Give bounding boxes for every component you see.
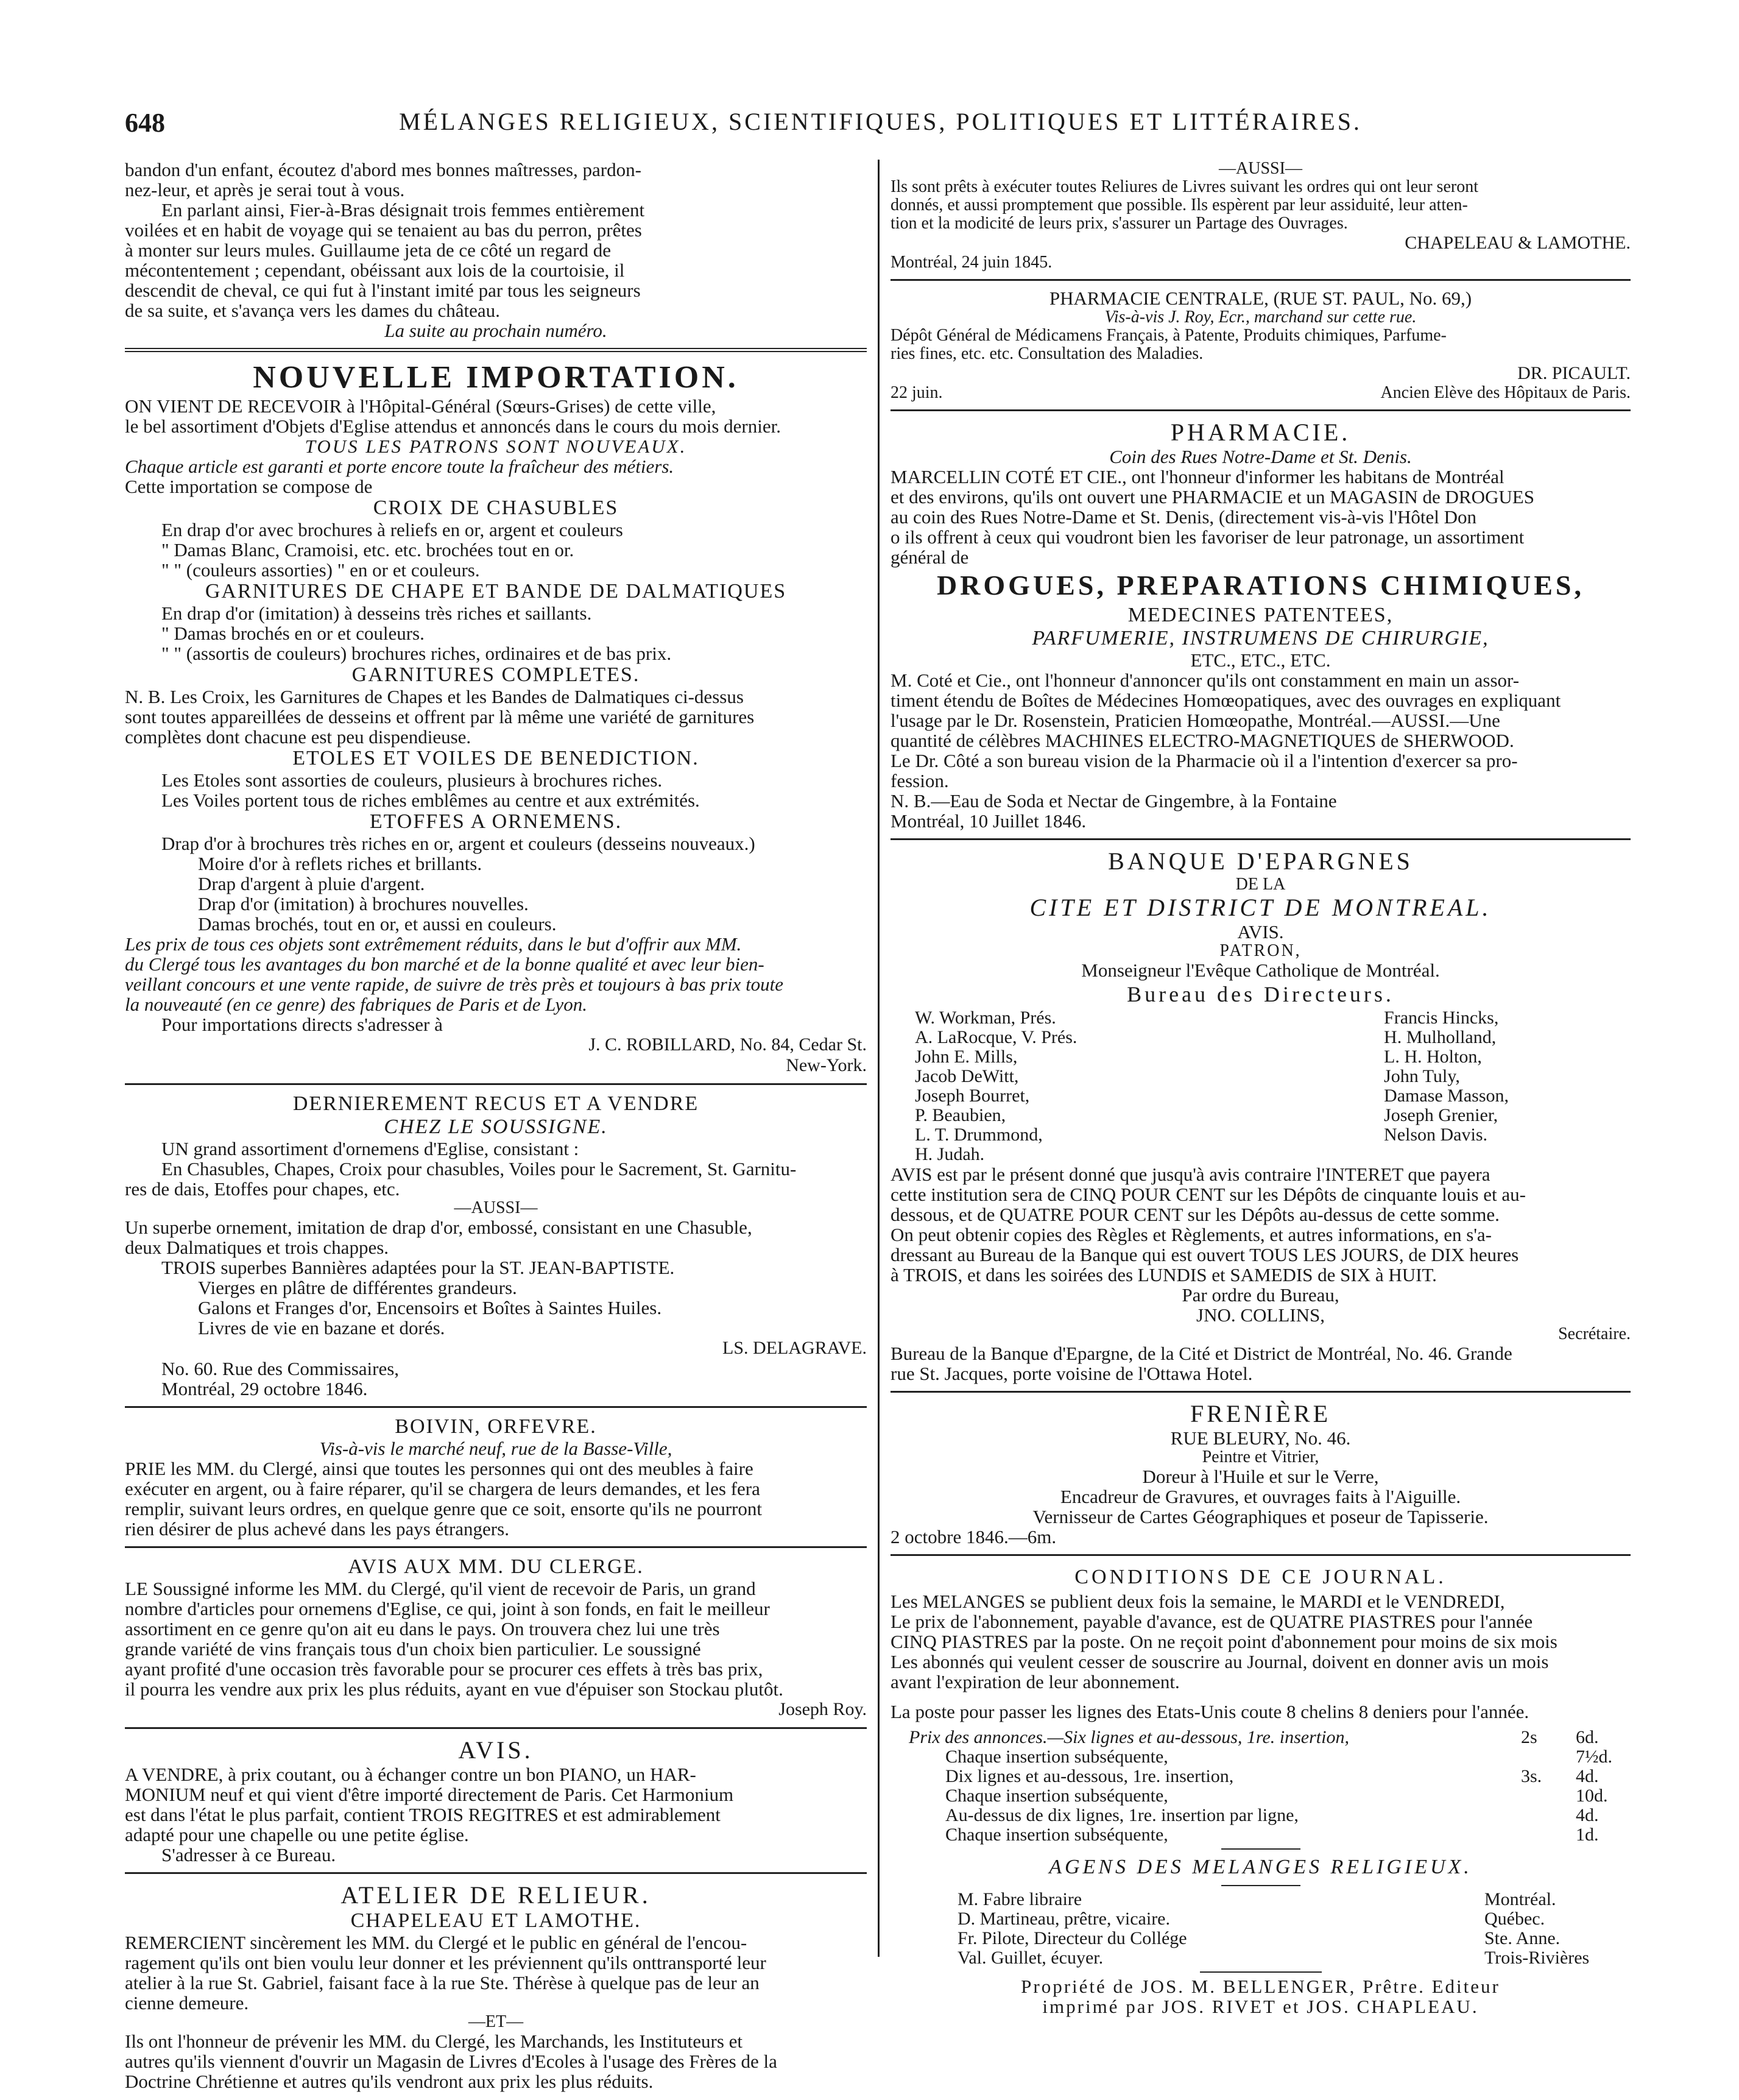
ad-title: BANQUE D'EPARGNES <box>1108 847 1413 875</box>
ad-line: cienne demeure. <box>125 1992 249 2013</box>
ad-title: FRENIÈRE <box>1190 1400 1332 1427</box>
rate-shillings <box>1521 1786 1576 1806</box>
director-name: P. Beaubien, <box>915 1105 1006 1125</box>
ad-signature: Joseph Roy. <box>778 1699 867 1719</box>
right-column <box>891 159 1631 2017</box>
rate-label: Chaque insertion subséquente, <box>945 1786 1168 1806</box>
ad-line: Vierges en plâtre de différentes grandeurs. <box>198 1277 517 1298</box>
agent-place: Trois-Rivières <box>1484 1948 1590 1968</box>
director-name: Nelson Davis. <box>1384 1125 1488 1145</box>
ad-line: timent étendu de Boîtes de Médecines Homœopatiques, avec des ouvrages en expliquant <box>891 690 1561 711</box>
ad-line: res de dais, Etoffes pour chapes, etc. <box>125 1178 400 1200</box>
ad-line: DE LA <box>1235 875 1286 894</box>
rate-label: Dix lignes et au-dessous, 1re. insertion, <box>945 1766 1234 1786</box>
section-title: CONDITIONS DE CE JOURNAL. <box>1074 1566 1447 1588</box>
ad-line: Drap d'or (imitation) à brochures nouvelles. <box>198 893 529 914</box>
column-divider <box>878 160 880 1957</box>
ad-line: On peut obtenir copies des Règles et Règlements, et autres informations, en s'a- <box>891 1224 1492 1245</box>
ad-line: Vernisseur de Cartes Géographiques et poseur de Tapisserie. <box>1032 1506 1489 1527</box>
ad-line: AVIS. <box>1237 921 1284 942</box>
page-header <box>125 107 1623 144</box>
ad-line: ON VIENT DE RECEVOIR à l'Hôpital-Général (Sœurs-Grises) de cette ville, <box>125 395 716 417</box>
ad-footer <box>891 384 1631 402</box>
ad-line: et des environs, qu'ils ont ouvert une PHARMACIE et un MAGASIN de DROGUES <box>891 486 1534 507</box>
ad-signature: LS. DELAGRAVE. <box>722 1338 867 1358</box>
story-line: à monter sur leurs mules. Guillaume jeta de ce côté un regard de <box>125 239 611 261</box>
ad-section-title: GARNITURES COMPLETES. <box>351 663 640 686</box>
ad-line: cette institution sera de CINQ POUR CENT sur les Dépôts de cinquante louis et au- <box>891 1184 1526 1205</box>
ad-line: sont toutes appareillées de desseins et offrent par là même une variété de garnitures <box>125 706 755 727</box>
ad-line: PRIE les MM. du Clergé, ainsi que toutes les personnes qui ont des meubles à faire <box>125 1458 753 1479</box>
ad-line: la nouveauté (en ce genre) des fabriques de Paris et de Lyon. <box>125 994 587 1015</box>
rate-shillings <box>1521 1747 1576 1767</box>
agents-title: AGENS DES MELANGES RELIGIEUX. <box>1049 1856 1472 1878</box>
ad-line: Doctrine Chrétienne et autres qu'ils vendront aux prix les plus réduits. <box>125 2071 654 2092</box>
ad-line: o ils offrent à ceux qui voudront bien les favoriser de leur patronage, un assortiment <box>891 526 1525 548</box>
rate-shillings: 3s. <box>1521 1766 1542 1786</box>
ad-line: le bel assortiment d'Objets d'Eglise attendus et annoncés dans le cours du mois dernier. <box>125 415 781 437</box>
ad-line: l'usage par le Dr. Rosenstein, Praticien Homœopathe, Montréal.—AUSSI.—Une <box>891 710 1500 731</box>
ad-line: atelier à la rue St. Gabriel, faisant face à la rue Ste. Thérèse à quelque pas de leur an <box>125 1972 760 1993</box>
ad-subtitle: Vis-à-vis le marché neuf, rue de la Basse-Ville, <box>319 1438 672 1459</box>
ad-date: 22 juin. <box>891 383 943 402</box>
director-name: Jacob DeWitt, <box>915 1066 1019 1086</box>
ad-line: général de <box>891 546 969 568</box>
ad-line: S'adresser à ce Bureau. <box>161 1844 336 1865</box>
ad-title: DERNIEREMENT RECUS ET A VENDRE <box>292 1092 699 1115</box>
rate-label: Au-dessus de dix lignes, 1re. insertion par ligne, <box>945 1805 1299 1825</box>
ad-line: Cette importation se compose de <box>125 476 373 497</box>
ad-subheadline: PARFUMERIE, INSTRUMENS DE CHIRURGIE, <box>1032 627 1489 649</box>
ad-section-title: ETOLES ET VOILES DE BENEDICTION. <box>292 747 699 769</box>
ad-line: tion et la modicité de leurs prix, s'assurer un Partage des Ouvrages. <box>891 214 1348 233</box>
story-line: de sa suite, et s'avança vers les dames du château. <box>125 300 500 321</box>
ad-line: autres qu'ils viennent d'ouvrir un Magasin de Livres d'Ecoles à l'usage des Frères de la <box>125 2051 777 2072</box>
ad-date: Montréal, 10 Juillet 1846. <box>891 810 1087 832</box>
ad-subheading: Bureau des Directeurs. <box>1127 982 1394 1006</box>
ad-credential: Ancien Elève des Hôpitaux de Paris. <box>1380 383 1631 402</box>
banque-epargnes-ad <box>891 847 1631 1384</box>
ad-line: à TROIS, et dans les soirées des LUNDIS et SAMEDIS de SIX à HUIT. <box>891 1264 1437 1285</box>
ad-title: CHEZ LE SOUSSIGNE. <box>384 1115 608 1138</box>
section-rule <box>125 348 867 352</box>
conditions-line: Les abonnés qui veulent cesser de souscrire au Journal, doivent en donner avis un mois <box>891 1651 1549 1672</box>
agents-list <box>891 1890 1631 1968</box>
ad-subtitle: Vis-à-vis J. Roy, Ecr., marchand sur cette rue. <box>1104 308 1417 327</box>
ad-line: assortiment en ce genre qu'on ait eu dans le pays. On trouvera chez lui une très <box>125 1618 720 1639</box>
nouvelle-importation-ad <box>125 359 867 1076</box>
ad-title: NOUVELLE IMPORTATION. <box>253 360 739 395</box>
short-rule <box>1221 1848 1300 1850</box>
ad-line: Montréal, 29 octobre 1846. <box>161 1378 368 1399</box>
ad-line: est dans l'état le plus parfait, contient TROIS REGITRES et est admirablement <box>125 1804 721 1825</box>
ad-line: Par ordre du Bureau, <box>1182 1284 1339 1306</box>
section-rule <box>125 1406 867 1408</box>
ad-line: UN grand assortiment d'ornemens d'Eglise, consistant : <box>161 1138 579 1159</box>
conditions-line: avant l'expiration de leur abonnement. <box>891 1671 1180 1692</box>
director-name: W. Workman, Prés. <box>915 1008 1056 1028</box>
section-rule <box>891 1391 1631 1393</box>
rate-shillings <box>1521 1825 1576 1845</box>
director-name: Francis Hincks, <box>1384 1008 1499 1028</box>
ad-line: dessous, et de QUATRE POUR CENT sur les Dépôts au-dessus de cette somme. <box>891 1204 1500 1225</box>
ad-line: Ils sont prêts à exécuter toutes Reliures de Livres suivant les ordres qui ont leur seront <box>891 177 1478 196</box>
ad-line: remplir, suivant leurs ordres, en quelque genre que ce soit, ensorte qu'ils ne pourront <box>125 1498 762 1519</box>
agent-place: Ste. Anne. <box>1484 1928 1561 1948</box>
ad-line: au coin des Rues Notre-Dame et St. Denis, (directement vis-à-vis l'Hôtel Don <box>891 506 1477 528</box>
section-rule <box>125 1083 867 1085</box>
ad-headline: DROGUES, PREPARATIONS CHIMIQUES, <box>936 570 1585 601</box>
ad-line: Dépôt Général de Médicamens Français, à Patente, Produits chimiques, Parfume- <box>891 326 1447 345</box>
section-rule <box>891 409 1631 411</box>
ad-et: —ET— <box>468 2012 524 2031</box>
ad-line: quantité de célèbres MACHINES ELECTRO-MAGNETIQUES de SHERWOOD. <box>891 730 1514 751</box>
story-line: mécontentement ; cependant, obéissant aux lois de la courtoisie, il <box>125 260 625 281</box>
ad-line: Un superbe ornement, imitation de drap d'or, embossé, consistant en une Chasuble, <box>125 1217 752 1238</box>
director-name: John E. Mills, <box>915 1047 1018 1067</box>
ad-line: RUE BLEURY, No. 46. <box>1170 1427 1351 1449</box>
section-rule <box>891 838 1631 840</box>
rate-shillings: 2s <box>1521 1727 1537 1747</box>
director-name: H. Judah. <box>915 1144 985 1164</box>
rate-label: Chaque insertion subséquente, <box>945 1747 1168 1767</box>
section-rule <box>891 279 1631 281</box>
ad-line: Moire d'or à reflets riches et brillants. <box>198 853 482 874</box>
ad-line: Ils ont l'honneur de prévenir les MM. du Clergé, les Marchands, les Instituteurs et <box>125 2031 743 2052</box>
ad-line: LE Soussigné informe les MM. du Clergé, qu'il vient de recevoir de Paris, un grand <box>125 1578 756 1599</box>
ad-date: Montréal, 24 juin 1845. <box>891 253 1053 272</box>
rate-pence: 10d. <box>1576 1786 1608 1806</box>
proprietor-line: Propriété de JOS. M. BELLENGER, Prêtre. Editeur <box>1021 1976 1500 1997</box>
ad-line: Les prix de tous ces objets sont extrêmement réduits, dans le but d'offrir aux MM. <box>125 933 742 955</box>
ad-subtitle: Coin des Rues Notre-Dame et St. Denis. <box>1109 446 1412 467</box>
agent-name: M. Fabre libraire <box>958 1889 1082 1909</box>
conditions-section <box>891 1563 1631 2017</box>
director-name: Joseph Grenier, <box>1384 1105 1498 1125</box>
ad-line: il pourra les vendre aux prix les plus réduits, ayant en vue d'épuiser son Stockau plutôt. <box>125 1678 783 1700</box>
conditions-line: Les MELANGES se publient deux fois la semaine, le MARDI et le VENDREDI, <box>891 1591 1505 1612</box>
ad-subheading: TOUS LES PATRONS SONT NOUVEAUX. <box>305 436 687 457</box>
section-rule <box>125 1727 867 1729</box>
ad-aussi: —AUSSI— <box>454 1198 538 1217</box>
ad-line: veillant concours et une vente rapide, de suivre de très près et toujours à bas prix toute <box>125 974 784 995</box>
ad-line: donnés, et aussi promptement que possible. Ils espèrent par leur assiduité, leur atten- <box>891 196 1468 214</box>
director-name: L. T. Drummond, <box>915 1125 1043 1145</box>
poste-line: La poste pour passer les lignes des Etats-Unis coute 8 chelins 8 deniers pour l'année. <box>891 1701 1529 1722</box>
director-name: A. LaRocque, V. Prés. <box>915 1027 1078 1047</box>
ad-line: AVIS est par le présent donné que jusqu'à avis contraire l'INTERET que payera <box>891 1164 1490 1185</box>
ad-subtitle: CHAPELEAU ET LAMOTHE. <box>350 1909 641 1932</box>
atelier-relieur-ad <box>125 1881 867 2091</box>
avis-piano-ad <box>125 1736 867 1865</box>
rate-pence: 4d. <box>1576 1766 1599 1786</box>
ad-line: du Clergé tous les avantages du bon marché et de la bonne qualité et avec leur bien- <box>125 953 764 975</box>
pharmacie-centrale-ad <box>891 288 1631 402</box>
section-rule <box>891 1554 1631 1556</box>
ad-title: CITE ET DISTRICT DE MONTREAL. <box>1029 894 1492 921</box>
conditions-line: Le prix de l'abonnement, payable d'avance, est de QUATRE PIASTRES pour l'année <box>891 1611 1533 1632</box>
ad-line: Drap d'or à brochures très riches en or, argent et couleurs (desseins nouveaux.) <box>161 833 755 854</box>
ad-line: rien désirer de plus achevé dans les pays étrangers. <box>125 1518 509 1540</box>
story-line: nez-leur, et après je serai tout à vous. <box>125 179 405 200</box>
directors-left <box>915 1008 1077 1164</box>
ad-line: PATRON, <box>1219 941 1302 960</box>
left-column <box>125 159 867 2092</box>
ad-line: Monseigneur l'Evêque Catholique de Montréal. <box>1081 960 1440 981</box>
ad-line: TROIS superbes Bannières adaptées pour la ST. JEAN-BAPTISTE. <box>161 1257 675 1278</box>
ad-line: Livres de vie en bazane et dorés. <box>198 1317 445 1338</box>
rate-shillings <box>1521 1806 1576 1825</box>
story-continued-note: La suite au prochain numéro. <box>384 320 607 341</box>
agent-name: Fr. Pilote, Directeur du Collége <box>958 1928 1187 1948</box>
rate-label: Chaque insertion subséquente, <box>945 1825 1168 1845</box>
ad-title: PHARMACIE. <box>1170 419 1351 446</box>
ad-line: complètes dont chacune est peu dispendieuse. <box>125 726 471 748</box>
directors-right <box>1384 1008 1606 1164</box>
ad-section-title: GARNITURES DE CHAPE ET BANDE DE DALMATIQUES <box>205 580 787 603</box>
ad-line: REMERCIENT sincèrement les MM. du Clergé et le public en général de l'encou- <box>125 1932 747 1953</box>
story-continuation <box>125 160 867 341</box>
ad-title: AVIS. <box>458 1736 534 1764</box>
ad-line: Drap d'argent à pluie d'argent. <box>198 873 425 894</box>
page-number: 648 <box>125 108 165 138</box>
ad-title: BOIVIN, ORFEVRE. <box>395 1415 597 1438</box>
ad-line: " Damas Blanc, Cramoisi, etc. etc. brochées tout en or. <box>161 539 574 560</box>
ad-etc: ETC., ETC., ETC. <box>1190 649 1331 671</box>
ad-line: Peintre et Vitrier, <box>1202 1448 1319 1466</box>
story-line: En parlant ainsi, Fier-à-Bras désignait trois femmes entièrement <box>161 199 645 221</box>
boivin-ad <box>125 1415 867 1539</box>
rate-pence: 7½d. <box>1576 1747 1612 1767</box>
agent-name: D. Martineau, prêtre, vicaire. <box>958 1909 1170 1929</box>
pharmacie-ad <box>891 419 1631 831</box>
section-rule <box>125 1872 867 1874</box>
rates-table <box>891 1728 1631 1845</box>
ad-signature: New-York. <box>786 1055 867 1075</box>
ad-line: Doreur à l'Huile et sur le Verre, <box>1142 1466 1379 1487</box>
ad-line: MONIUM neuf et qui vient d'être importé directement de Paris. Cet Harmonium <box>125 1784 734 1805</box>
freniere-ad <box>891 1400 1631 1547</box>
ad-title: ATELIER DE RELIEUR. <box>340 1881 651 1909</box>
ad-line: Bureau de la Banque d'Epargne, de la Cité et District de Montréal, No. 46. Grande <box>891 1343 1512 1364</box>
ad-line: Les Voiles portent tous de riches emblêmes au centre et aux extrémités. <box>161 790 700 811</box>
agent-name: Val. Guillet, écuyer. <box>958 1948 1104 1968</box>
derniement-recus-ad <box>125 1092 867 1399</box>
printer-line: imprimé par JOS. RIVET et JOS. CHAPLEAU. <box>1042 1996 1479 2017</box>
conditions-line: CINQ PIASTRES par la poste. On ne reçoit point d'abonnement pour moins de six mois <box>891 1631 1557 1652</box>
director-name: L. H. Holton, <box>1384 1047 1482 1067</box>
ad-line: N. B.—Eau de Soda et Nectar de Gingembre, à la Fontaine <box>891 790 1337 811</box>
ad-date: 2 octobre 1846.—6m. <box>891 1526 1057 1547</box>
ad-line: M. Coté et Cie., ont l'honneur d'annoncer qu'ils ont constamment en main un assor- <box>891 670 1520 691</box>
ad-section-title: CROIX DE CHASUBLES <box>373 497 619 519</box>
ad-line: En drap d'or avec brochures à reliefs en or, argent et couleurs <box>161 519 623 540</box>
director-name: Joseph Bourret, <box>915 1086 1030 1106</box>
ad-section-title: ETOFFES A ORNEMENS. <box>369 810 623 833</box>
ad-title: AVIS AUX MM. DU CLERGE. <box>348 1555 644 1578</box>
ad-signature: DR. PICAULT. <box>1517 363 1631 383</box>
avis-clerge-ad <box>125 1555 867 1720</box>
ad-line: adapté pour une chapelle ou une petite église. <box>125 1824 469 1845</box>
ad-title: PHARMACIE CENTRALE, (RUE ST. PAUL, No. 69,) <box>1049 288 1472 309</box>
ad-line: No. 60. Rue des Commissaires, <box>161 1358 400 1379</box>
ad-line: MARCELLIN COTÉ ET CIE., ont l'honneur d'informer les habitans de Montréal <box>891 466 1504 487</box>
ad-line: grande variété de vins français tous d'un choix bien particulier. Le soussigné <box>125 1638 701 1660</box>
director-name: John Tuly, <box>1384 1066 1460 1086</box>
ad-line: " Damas brochés en or et couleurs. <box>161 623 425 644</box>
ad-line: nombre d'articles pour ornemens d'Eglise, ce qui, joint à son fonds, en fait le meilleur <box>125 1598 770 1619</box>
ad-subheadline: MEDECINES PATENTEES, <box>1127 604 1394 626</box>
ad-line: deux Dalmatiques et trois chappes. <box>125 1237 389 1258</box>
ad-line: Galons et Franges d'or, Encensoirs et Boîtes à Saintes Huiles. <box>198 1297 662 1318</box>
ad-line: Pour importations directs s'adresser à <box>161 1014 443 1035</box>
ad-line: Le Dr. Côté a son bureau vision de la Pharmacie où il a l'intention d'exercer sa pro- <box>891 750 1518 771</box>
ad-line: Damas brochés, tout en or, et aussi en couleurs. <box>198 913 557 935</box>
directors-list <box>891 1008 1631 1164</box>
ad-line: ragement qu'ils ont bien voulu leur donner et les préviennent qu'ils onttransporté leur <box>125 1952 766 1973</box>
ad-line: " " (couleurs assorties) " en or et couleurs. <box>161 559 480 581</box>
ad-line: Les Etoles sont assorties de couleurs, plusieurs à brochures riches. <box>161 769 663 791</box>
agent-place: Québec. <box>1484 1909 1545 1929</box>
story-line: voilées et en habit de voyage qui se tenaient au bas du perron, prêtes <box>125 219 642 241</box>
ad-line: " " (assortis de couleurs) brochures riches, ordinaires et de bas prix. <box>161 643 672 664</box>
reliure-continuation <box>891 160 1631 272</box>
ad-line: fession. <box>891 770 949 791</box>
ad-line: ries fines, etc. etc. Consultation des Maladies. <box>891 344 1204 363</box>
ad-signature: JNO. COLLINS, <box>1196 1304 1325 1326</box>
short-rule <box>1200 1971 1322 1973</box>
ad-line: Chaque article est garanti et porte encore toute la fraîcheur des métiers. <box>125 456 674 477</box>
ad-line: rue St. Jacques, porte voisine de l'Ottawa Hotel. <box>891 1363 1253 1384</box>
ad-line: exécuter en argent, ou à faire réparer, qu'il se chargera de leurs demandes, et les fera <box>125 1478 760 1499</box>
ad-line: N. B. Les Croix, les Garnitures de Chapes et les Bandes de Dalmatiques ci-dessus <box>125 686 744 707</box>
ad-line: A VENDRE, à prix coutant, ou à échanger contre un bon PIANO, un HAR- <box>125 1764 696 1785</box>
short-rule <box>1221 1885 1300 1886</box>
ad-line: En drap d'or (imitation) à desseins très riches et saillants. <box>161 603 592 624</box>
ad-signature-title: Secrétaire. <box>1558 1324 1631 1343</box>
ad-line: En Chasubles, Chapes, Croix pour chasubles, Voiles pour le Sacrement, St. Garnitu- <box>161 1158 797 1179</box>
director-name: H. Mulholland, <box>1384 1027 1497 1047</box>
ad-aussi: —AUSSI— <box>1219 159 1302 178</box>
ad-line: ayant profité d'une occasion très favorable pour se procurer ces effets à très bas prix, <box>125 1658 763 1680</box>
ad-signature: CHAPELEAU & LAMOTHE. <box>1405 233 1631 253</box>
rate-pence: 1d. <box>1576 1825 1599 1845</box>
story-line: descendit de cheval, ce qui fut à l'instant imité par tous les seigneurs <box>125 280 641 301</box>
agent-place: Montréal. <box>1484 1889 1556 1909</box>
ad-signature: J. C. ROBILLARD, No. 84, Cedar St. <box>588 1034 867 1055</box>
story-line: bandon d'un enfant, écoutez d'abord mes bonnes maîtresses, pardon- <box>125 159 641 180</box>
ad-line: dressant au Bureau de la Banque qui est ouvert TOUS LES JOURS, de DIX heures <box>891 1244 1519 1265</box>
section-rule <box>125 1546 867 1548</box>
rate-label: Prix des annonces.—Six lignes et au-dessous, 1re. insertion, <box>909 1727 1349 1747</box>
ad-line: Encadreur de Gravures, et ouvrages faits à l'Aiguille. <box>1060 1486 1461 1507</box>
running-title: MÉLANGES RELIGIEUX, SCIENTIFIQUES, POLITIQUES ET LITTÉRAIRES. <box>399 108 1362 135</box>
rate-pence: 4d. <box>1576 1805 1599 1825</box>
director-name: Damase Masson, <box>1384 1086 1509 1106</box>
rate-pence: 6d. <box>1576 1727 1599 1747</box>
